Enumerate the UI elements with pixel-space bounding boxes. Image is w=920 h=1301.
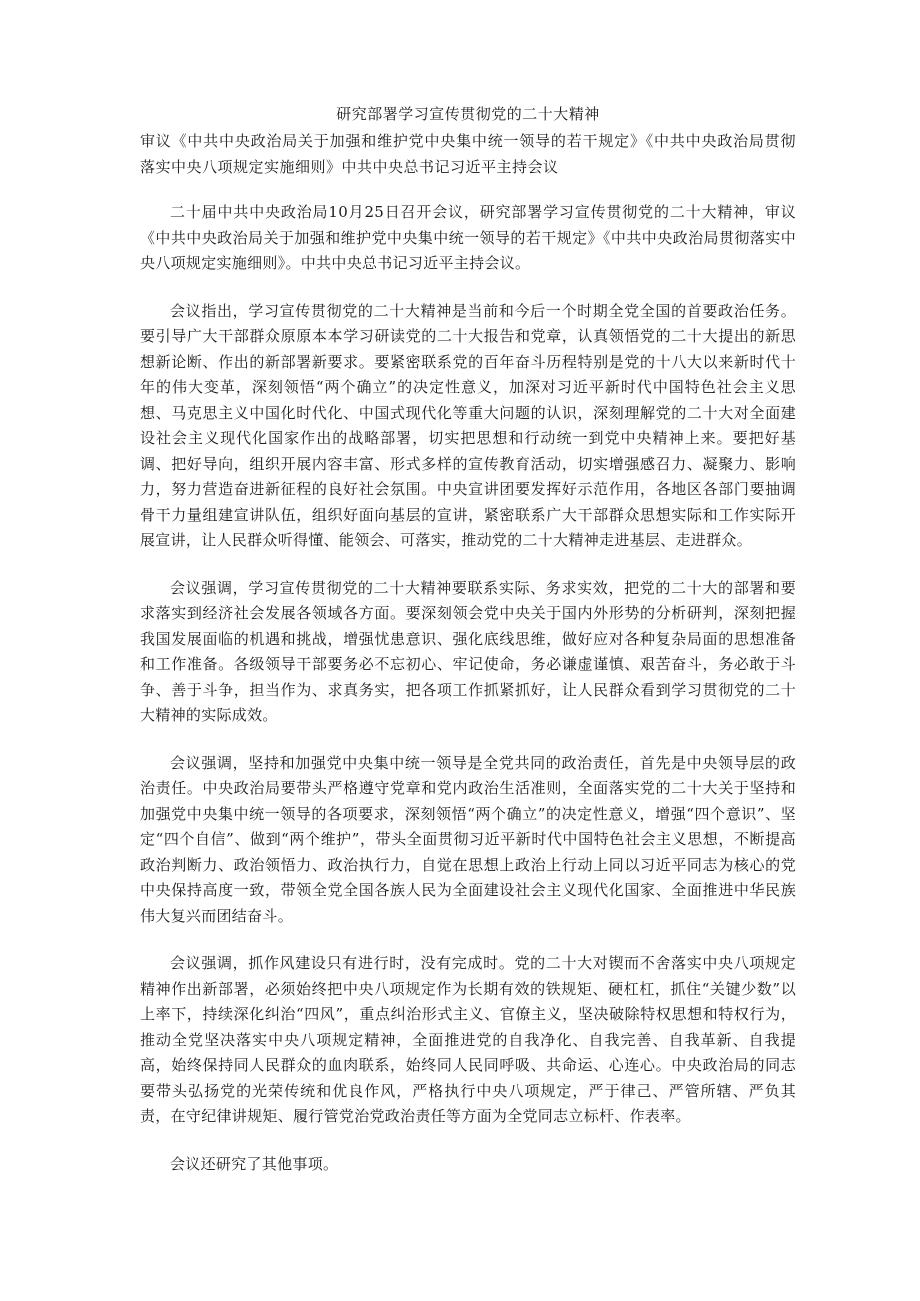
- paragraph-work-style: 会议强调，抓作风建设只有进行时，没有完成时。党的二十大对锲而不舍落实中央八项规定精神作出新部署，必须始终把中央八项规定作为长期有效的铁规矩、硬杠杠，抓住“关键少数”以上率下，持续深化纠治“四风”，重点纠治形式主义、官僚主义，坚决破除特权思想和特权行为，推动全党坚决落实中央八项规定精神，全面推进党的自我净化、自我完善、自我革新、自我提高，始终保持同人民群众的血肉联系，始终同人民同呼吸、共命运、心连心。中央政治局的同志要带头弘扬党的光荣传统和优良作风，严格执行中央八项规定，严于律己、严管所辖、严负其责，在守纪律讲规矩、履行管党治党政治责任等方面为全党同志立标杆、作表率。: [140, 954, 796, 1125]
- paragraph-other-matters: 会议还研究了其他事项。: [170, 1154, 339, 1173]
- paragraph-meeting-points: 会议指出，学习宣传贯彻党的二十大精神是当前和今后一个时期全党全国的首要政治任务。要引导广大干部群众原原本本学习研读党的二十大报告和党章，认真领悟党的二十大提出的新思想新论断、作出的新部署新要求。要紧密联系党的百年奋斗历程特别是党的十八大以来新时代十年的伟大变革，深刻领悟“两个确立”的决定性意义，加深对习近平新时代中国特色社会主义思想、马克思主义中国化时代化、中国式现代化等重大问题的认识，深刻理解党的二十大对全面建设社会主义现代化国家作出的战略部署，切实把思想和行动统一到党中央精神上来。要把好基调、把好导向，组织开展内容丰富、形式多样的宣传教育活动，切实增强感召力、凝聚力、影响力，努力营造奋进新征程的良好社会氛围。中央宣讲团要发挥好示范作用，各地区各部门要抽调骨干力量组建宣讲队伍，组织好面向基层的宣讲，紧密联系广大干部群众思想实际和工作实际开展宣讲，让人民群众听得懂、能领会、可落实，推动党的二十大精神走进基层、走进群众。: [140, 301, 796, 549]
- paragraph-practical-results: 会议强调，学习宣传贯彻党的二十大精神要联系实际、务求实效，把党的二十大的部署和要求落实到经济社会发展各领域各方面。要深刻领会党中央关于国内外形势的分析研判，深刻把握我国发展面临的机遇和挑战，增强忧患意识、强化底线思维，做好应对各种复杂局面的思想准备和工作准备。各级领导干部要务必不忘初心、牢记使命，务必谦虚谨慎、艰苦奋斗，务必敢于斗争、善于斗争，担当作为、求真务实，把各项工作抓紧抓好，让人民群众看到学习贯彻党的二十大精神的实际成效。: [140, 578, 796, 724]
- document-title: 研究部署学习宣传贯彻党的二十大精神: [336, 105, 600, 123]
- paragraph-intro: 二十届中共中央政治局10月25日召开会议，研究部署学习宣传贯彻党的二十大精神，审议《中共中央政治局关于加强和维护党中央集中统一领导的若干规定》《中共中央政治局贯彻落实中央八项规定实施细则》。中共中央总书记习近平主持会议。: [140, 203, 796, 272]
- document-page: [140, 104, 796, 1199]
- paragraph-unified-leadership: 会议强调，坚持和加强党中央集中统一领导是全党共同的政治责任，首先是中央领导层的政治责任。中央政治局要带头严格遵守党章和党内政治生活准则，全面落实党的二十大关于坚持和加强党中央集中统一领导的各项要求，深刻领悟“两个确立”的决定性意义，增强“四个意识”、坚定“四个自信”、做到“两个维护”，带头全面贯彻习近平新时代中国特色社会主义思想，不断提高政治判断力、政治领悟力、政治执行力，自觉在思想上政治上行动上同以习近平同志为核心的党中央保持高度一致，带领全党全国各族人民为全面建设社会主义现代化国家、全面推进中华民族伟大复兴而团结奋斗。: [140, 753, 796, 925]
- document-subtitle: 审议《中共中央政治局关于加强和维护党中央集中统一领导的若干规定》《中共中央政治局贯彻落实中央八项规定实施细则》中共中央总书记习近平主持会议: [140, 132, 796, 176]
